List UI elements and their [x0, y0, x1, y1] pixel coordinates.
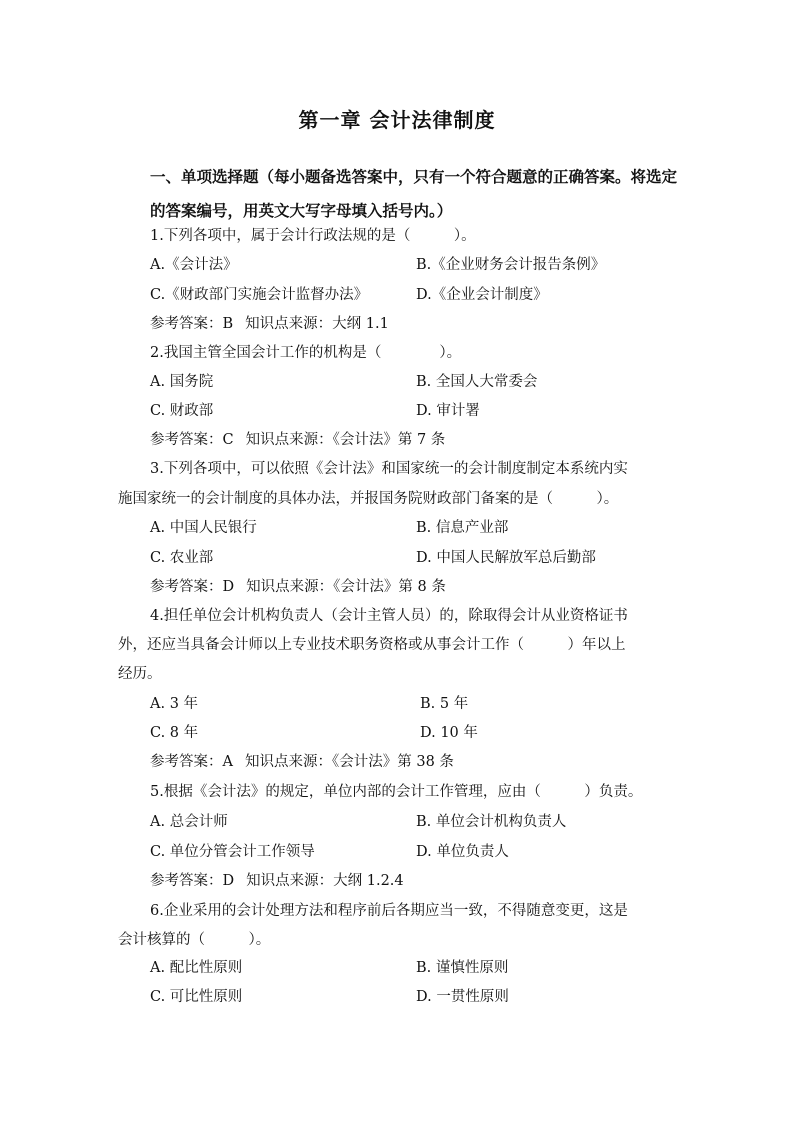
- answer-label: 参考答案：A: [150, 754, 233, 770]
- question-1-text: 1.下列各项中，属于会计行政法规的是（ ）。: [150, 228, 476, 244]
- question-5-text: 5.根据《会计法》的规定，单位内部的会计工作管理，应由（ ）负责。: [150, 784, 643, 800]
- question-3-answer: [150, 577, 458, 597]
- question-6-option-b: B. 谨慎性原则: [416, 960, 509, 976]
- question-6-text-line-2: 会计核算的（ ）。: [118, 932, 271, 948]
- source-label: 知识点来源：大纲 1.2.4: [246, 873, 404, 889]
- question-3-option-a: A. 中国人民银行: [150, 520, 257, 536]
- answer-label: 参考答案：B: [150, 316, 234, 332]
- question-2-text: 2.我国主管全国会计工作的机构是（ ）。: [150, 345, 462, 361]
- question-3-text-line-1: 3.下列各项中，可以依照《会计法》和国家统一的会计制度制定本系统内实: [150, 461, 628, 477]
- question-6-text-line-1: 6.企业采用的会计处理方法和程序前后各期应当一致，不得随意变更，这是: [150, 903, 628, 919]
- source-label: 知识点来源：《会计法》第 7 条: [245, 432, 446, 448]
- question-3-option-c: C. 农业部: [150, 550, 214, 566]
- question-4-answer: [150, 752, 466, 772]
- question-1-option-d: D.《企业会计制度》: [416, 287, 548, 303]
- question-4-text-line-3: 经历。: [118, 666, 162, 682]
- question-1-option-a: A.《会计法》: [150, 257, 238, 273]
- answer-label: 参考答案：C: [150, 432, 234, 448]
- question-1-answer: [150, 314, 401, 334]
- question-4-text-line-2: 外，还应当具备会计师以上专业技术职务资格或从事会计工作（ ）年以上: [118, 637, 626, 653]
- question-3-option-d: D. 中国人民解放军总后勤部: [416, 550, 596, 566]
- section-heading: [118, 160, 688, 228]
- question-3-text-line-2: 施国家统一的会计制度的具体办法，并报国务院财政部门备案的是（ ）。: [118, 491, 619, 507]
- source-label: 知识点来源：大纲 1.1: [245, 316, 389, 332]
- answer-label: 参考答案：D: [150, 873, 235, 889]
- question-3-option-b: B. 信息产业部: [416, 520, 509, 536]
- question-2-option-a: A. 国务院: [150, 374, 214, 390]
- section-heading-text: 一、单项选择题（每小题备选答案中，只有一个符合题意的正确答案。将选定的答案编号，用英文大写字母填入括号内。）: [150, 168, 678, 220]
- question-4-text-line-1: 4.担任单位会计机构负责人（会计主管人员）的，除取得会计从业资格证书: [150, 608, 628, 624]
- question-5-option-d: D. 单位负责人: [416, 844, 509, 860]
- chapter-title: 第一章 会计法律制度: [298, 108, 496, 132]
- question-4-option-c: C. 8 年: [150, 725, 199, 741]
- question-1-option-c: C.《财政部门实施会计监督办法》: [150, 287, 369, 303]
- question-1-option-b: B.《企业财务会计报告条例》: [416, 257, 606, 273]
- question-2-answer: [150, 430, 457, 450]
- question-2-option-d: D. 审计署: [416, 403, 480, 419]
- question-6-option-d: D. 一贯性原则: [416, 989, 509, 1005]
- question-4-option-d: D. 10 年: [420, 725, 478, 741]
- question-5-option-a: A. 总会计师: [150, 814, 228, 830]
- question-6-option-c: C. 可比性原则: [150, 989, 243, 1005]
- question-2-option-b: B. 全国人大常委会: [416, 374, 538, 390]
- question-4-option-b: B. 5 年: [420, 696, 469, 712]
- question-5-option-c: C. 单位分管会计工作领导: [150, 844, 315, 860]
- source-label: 知识点来源：《会计法》第 8 条: [246, 579, 446, 595]
- answer-label: 参考答案：D: [150, 579, 235, 595]
- question-6-option-a: A. 配比性原则: [150, 960, 243, 976]
- question-2-option-c: C. 财政部: [150, 403, 214, 419]
- question-5-option-b: B. 单位会计机构负责人: [416, 814, 567, 830]
- source-label: 知识点来源：《会计法》第 38 条: [244, 754, 454, 770]
- question-4-option-a: A. 3 年: [150, 696, 199, 712]
- question-5-answer: [150, 871, 416, 891]
